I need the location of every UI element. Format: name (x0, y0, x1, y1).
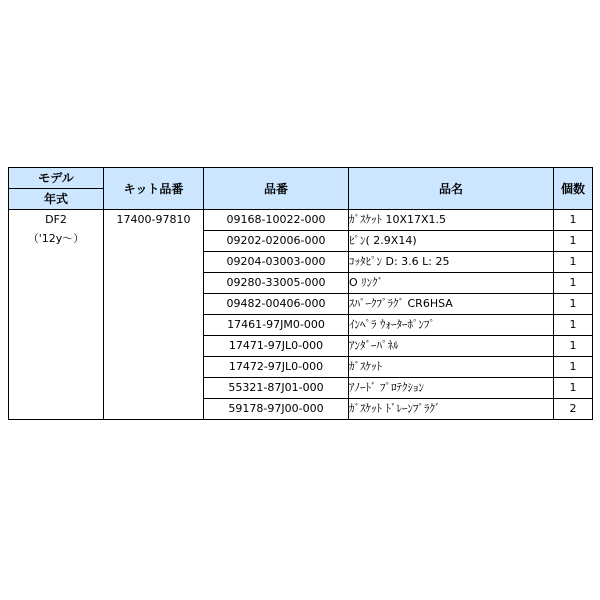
parts-table-body (9, 210, 593, 420)
header-part-no: 品番 (204, 168, 349, 210)
part-name-cell: ｺｯﾀﾋﾟﾝ D: 3.6 L: 25 (349, 252, 554, 273)
quantity-cell: 1 (554, 378, 593, 399)
part-no-cell: 09202-02006-000 (204, 231, 349, 252)
header-year: 年式 (9, 189, 104, 210)
part-no-cell: 09280-33005-000 (204, 273, 349, 294)
quantity-cell: 1 (554, 336, 593, 357)
part-no-cell: 17472-97JL0-000 (204, 357, 349, 378)
year-value: （'12y〜） (27, 232, 85, 245)
quantity-cell: 1 (554, 315, 593, 336)
quantity-cell: 1 (554, 210, 593, 231)
quantity-cell: 1 (554, 357, 593, 378)
header-part-name: 品名 (349, 168, 554, 210)
part-no-cell: 09168-10022-000 (204, 210, 349, 231)
part-no-cell: 09204-03003-000 (204, 252, 349, 273)
parts-kit-table (8, 167, 593, 420)
quantity-cell: 2 (554, 399, 593, 420)
part-name-cell: ｽﾊﾟｰｸﾌﾟﾗｸﾞ CR6HSA (349, 294, 554, 315)
quantity-cell: 1 (554, 294, 593, 315)
part-name-cell: ｲﾝﾍﾟﾗ ｳｫｰﾀｰﾎﾟﾝﾌﾟ (349, 315, 554, 336)
part-name-cell: ﾋﾟﾝ( 2.9X14) (349, 231, 554, 252)
part-no-cell: 55321-87J01-000 (204, 378, 349, 399)
kit-part-no-cell: 17400-97810 (104, 210, 204, 420)
quantity-cell: 1 (554, 273, 593, 294)
table-row (9, 210, 593, 231)
part-no-cell: 09482-00406-000 (204, 294, 349, 315)
part-name-cell: ｶﾞｽｹｯﾄ (349, 357, 554, 378)
header-quantity: 個数 (554, 168, 593, 210)
part-no-cell: 17461-97JM0-000 (204, 315, 349, 336)
quantity-cell: 1 (554, 231, 593, 252)
part-name-cell: ｱﾉｰﾄﾞ ﾌﾟﾛﾃｸｼｮﾝ (349, 378, 554, 399)
model-value: DF2 (45, 213, 67, 226)
part-name-cell: ｱﾝﾀﾞｰﾊﾟﾈﾙ (349, 336, 554, 357)
header-model: モデル (9, 168, 104, 189)
part-name-cell: ｶﾞｽｹｯﾄ ﾄﾞﾚｰﾝﾌﾟﾗｸﾞ (349, 399, 554, 420)
quantity-cell: 1 (554, 252, 593, 273)
part-no-cell: 17471-97JL0-000 (204, 336, 349, 357)
part-name-cell: O ﾘﾝｸﾞ (349, 273, 554, 294)
part-no-cell: 59178-97J00-000 (204, 399, 349, 420)
header-kit-part-no: キット品番 (104, 168, 204, 210)
model-year-cell (9, 210, 104, 420)
part-name-cell: ｶﾞｽｹｯﾄ 10X17X1.5 (349, 210, 554, 231)
